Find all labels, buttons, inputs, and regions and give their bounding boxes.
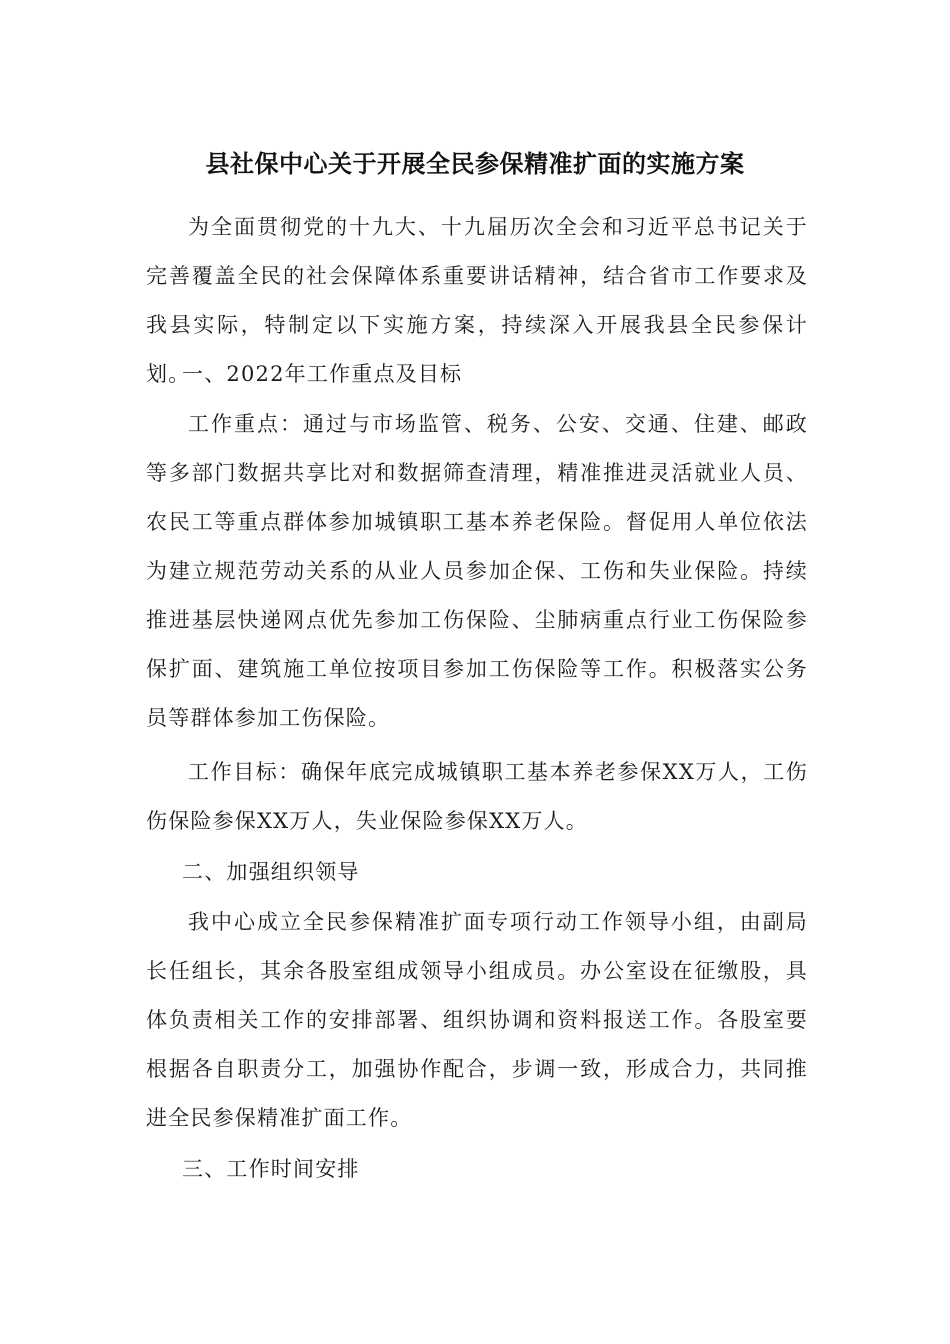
section-1-focus-paragraph: 工作重点：通过与市场监管、税务、公安、交通、住建、邮政等多部门数据共享比对和数据筛查清理，精准推进灵活就业人员、农民工等重点群体参加城镇职工基本养老保险。督促用人单位依法为建立规范劳动关系的从业人员参加企保、工伤和失业保险。持续推进基层快递网点优先参加工伤保险、尘肺病重点行业工伤保险参保扩面、建筑施工单位按项目参加工伤保险等工作。积极落实公务员等群体参加工伤保险。 xyxy=(146,412,808,730)
section-2-paragraph: 我中心成立全民参保精准扩面专项行动工作领导小组，由副局长任组长，其余各股室组成领导小组成员。办公室设在征缴股，具体负责相关工作的安排部署、组织协调和资料报送工作。各股室要根据各自职责分工，加强协作配合，步调一致，形成合力，共同推进全民参保精准扩面工作。 xyxy=(146,910,808,1130)
intro-paragraph: 为全面贯彻党的十九大、十九届历次全会和习近平总书记关于完善覆盖全民的社会保障体系重要讲话精神，结合省市工作要求及我县实际，特制定以下实施方案，持续深入开展我县全民参保计划。 xyxy=(146,215,808,386)
section-1-heading: 一、2022年工作重点及目标 xyxy=(182,362,463,386)
section-2-heading: 二、加强组织领导 xyxy=(182,860,360,884)
section-3-heading: 三、工作时间安排 xyxy=(182,1157,360,1181)
document-title: 县社保中心关于开展全民参保精准扩面的实施方案 xyxy=(205,150,745,178)
section-1-goal-paragraph: 工作目标：确保年底完成城镇职工基本养老参保XX万人，工伤伤保险参保XX万人，失业保险参保XX万人。 xyxy=(146,760,808,833)
